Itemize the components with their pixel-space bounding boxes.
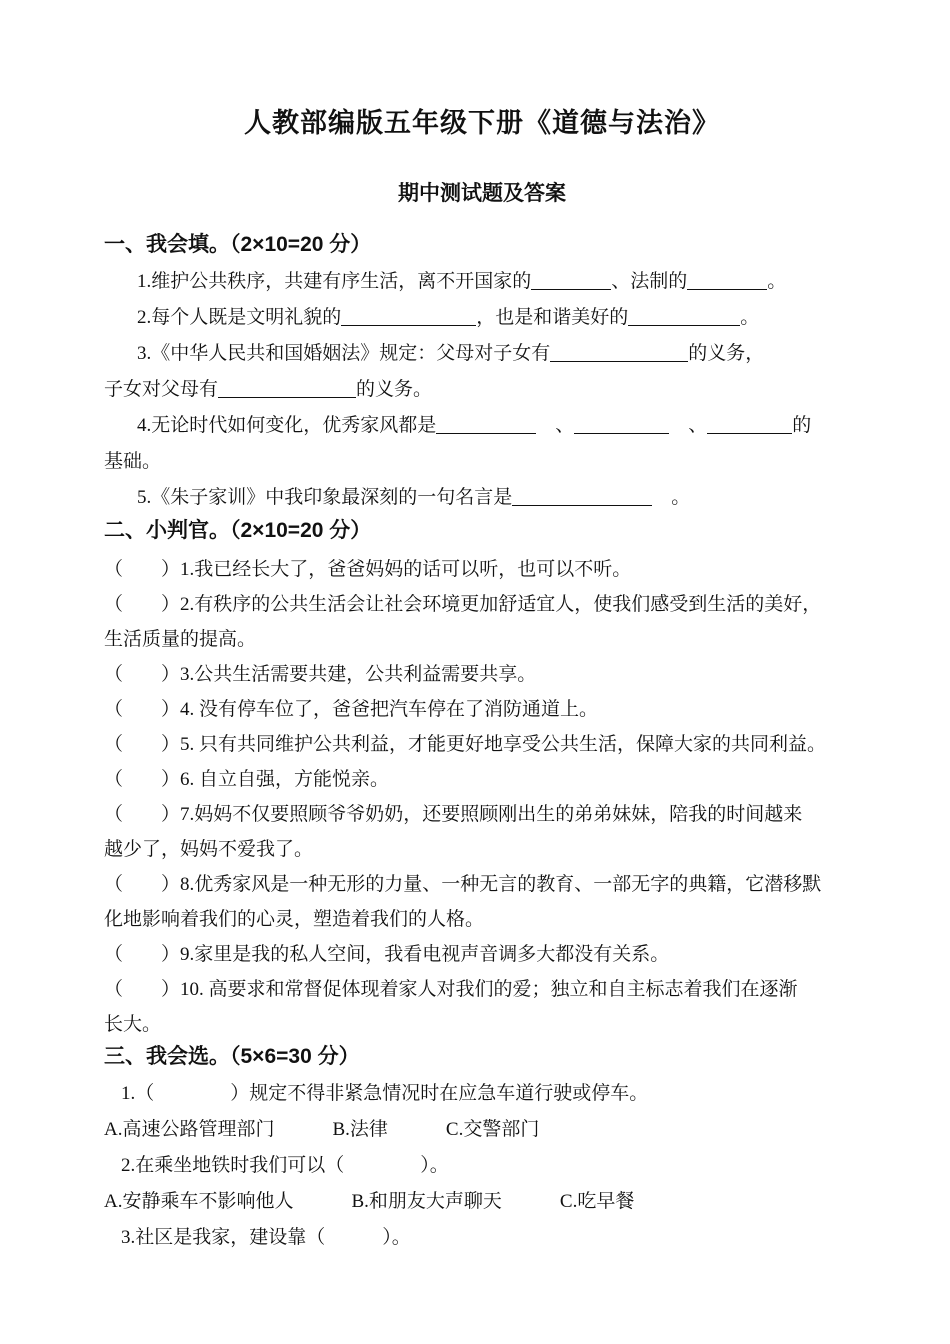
page-title: 人教部编版五年级下册《道德与法治》 bbox=[244, 108, 720, 138]
judge-item-6 bbox=[104, 762, 860, 797]
page-subtitle: 期中测试题及答案 bbox=[398, 182, 566, 205]
fill-question-4-line-1 bbox=[104, 408, 860, 444]
fill-question-2 bbox=[104, 300, 860, 336]
blank-line bbox=[574, 414, 669, 434]
question-text: 的 bbox=[792, 415, 812, 436]
judge-item-10 bbox=[104, 972, 860, 1042]
choice-option-a: A.安静乘车不影响他人 bbox=[104, 1191, 294, 1212]
choice-option-b: B.和朋友大声聊天 bbox=[351, 1191, 502, 1212]
judge-item-line: （ ）2.有秩序的公共生活会让社会环境更加舒适宜人，使我们感受到生活的美好， bbox=[104, 594, 822, 615]
judge-item-line: 生活质量的提高。 bbox=[104, 629, 257, 650]
judge-item-line: （ ）9.家里是我的私人空间，我看电视声音调多大都没有关系。 bbox=[104, 944, 670, 965]
judge-item-line: （ ）4. 没有停车位了，爸爸把汽车停在了消防通道上。 bbox=[104, 699, 599, 720]
judge-item-line: 长大。 bbox=[104, 1014, 162, 1035]
judge-item-line: （ ）1.我已经长大了，爸爸妈妈的话可以听，也可以不听。 bbox=[104, 559, 632, 580]
judge-item-line: （ ）5. 只有共同维护公共利益，才能更好地享受公共生活，保障大家的共同利益。 bbox=[104, 734, 827, 755]
question-text: 2.每个人既是文明礼貌的 bbox=[137, 307, 342, 328]
choice-option-c: C.交警部门 bbox=[445, 1119, 540, 1140]
question-text: 、法制的 bbox=[611, 271, 688, 292]
section-judge-heading: 二、小判官。（2×10=20 分） bbox=[104, 519, 372, 542]
judge-item-2 bbox=[104, 587, 860, 657]
judge-item-line: 化地影响着我们的心灵，塑造着我们的人格。 bbox=[104, 909, 485, 930]
question-text: 、 bbox=[536, 415, 575, 436]
section-choice-heading: 三、我会选。（5×6=30 分） bbox=[104, 1045, 360, 1068]
judge-item-line: （ ）7.妈妈不仅要照顾爷爷奶奶，还要照顾刚出生的弟弟妹妹，陪我的时间越来 bbox=[104, 804, 803, 825]
question-text: 1.维护公共秩序，共建有序生活，离不开国家的 bbox=[137, 271, 532, 292]
judge-item-8 bbox=[104, 867, 860, 937]
blank-line bbox=[687, 270, 767, 290]
question-text: 的义务。 bbox=[356, 379, 433, 400]
question-text: 5.《朱子家训》中我印象最深刻的一句名言是 bbox=[137, 487, 513, 508]
blank-line bbox=[436, 414, 536, 434]
judge-item-1 bbox=[104, 552, 860, 587]
blank-line bbox=[531, 270, 611, 290]
blank-line bbox=[707, 414, 792, 434]
choice-question-1-stem: 1.（ ）规定不得非紧急情况时在应急车道行驶或停车。 bbox=[121, 1083, 649, 1104]
judge-item-line: （ ）8.优秀家风是一种无形的力量、一种无言的教育、一部无字的典籍，它潜移默 bbox=[104, 874, 822, 895]
fill-question-3-line-2 bbox=[104, 372, 860, 408]
question-text: 3.《中华人民共和国婚姻法》规定：父母对子女有 bbox=[137, 343, 551, 364]
judge-item-3 bbox=[104, 657, 860, 692]
choice-question-1-options bbox=[104, 1112, 860, 1148]
fill-question-5 bbox=[104, 480, 860, 516]
judge-item-4 bbox=[104, 692, 860, 727]
question-text: 的义务， bbox=[688, 343, 765, 364]
blank-line bbox=[341, 306, 476, 326]
fill-question-3-line-1 bbox=[104, 336, 860, 372]
question-text: 。 bbox=[740, 307, 760, 328]
fill-question-1 bbox=[104, 264, 860, 300]
choice-question-2-options bbox=[104, 1184, 860, 1220]
choice-question-2-stem: 2.在乘坐地铁时我们可以（ ）。 bbox=[121, 1155, 449, 1176]
question-text: 、 bbox=[669, 415, 708, 436]
judge-item-line: （ ）3.公共生活需要共建，公共利益需要共享。 bbox=[104, 664, 537, 685]
choice-question-3-stem: 3.社区是我家，建设靠（ ）。 bbox=[121, 1227, 411, 1248]
choice-option-a: A.高速公路管理部门 bbox=[104, 1119, 275, 1140]
choice-option-b: B.法律 bbox=[332, 1119, 388, 1140]
judge-item-9 bbox=[104, 937, 860, 972]
judge-item-line: 越少了，妈妈不爱我了。 bbox=[104, 839, 314, 860]
judge-item-5 bbox=[104, 727, 860, 762]
judge-item-line: （ ）10. 高要求和常督促体现着家人对我们的爱；独立和自主标志着我们在逐渐 bbox=[104, 979, 798, 1000]
fill-question-4-line-2: 基础。 bbox=[104, 451, 162, 472]
blank-line bbox=[550, 342, 688, 362]
question-text: 4.无论时代如何变化，优秀家风都是 bbox=[137, 415, 437, 436]
section-fill-heading: 一、我会填。（2×10=20 分） bbox=[104, 233, 372, 256]
question-text: 子女对父母有 bbox=[104, 379, 219, 400]
section-judge-body bbox=[104, 552, 860, 1042]
blank-line bbox=[512, 486, 652, 506]
judge-item-line: （ ）6. 自立自强，方能悦亲。 bbox=[104, 769, 390, 790]
question-text: ，也是和谐美好的 bbox=[476, 307, 629, 328]
choice-option-c: C.吃早餐 bbox=[559, 1191, 635, 1212]
question-text: 。 bbox=[652, 487, 691, 508]
blank-line bbox=[218, 378, 356, 398]
section-fill-body bbox=[104, 264, 860, 516]
question-text: 。 bbox=[767, 271, 787, 292]
judge-item-7 bbox=[104, 797, 860, 867]
blank-line bbox=[628, 306, 740, 326]
section-choice-body bbox=[104, 1076, 860, 1256]
